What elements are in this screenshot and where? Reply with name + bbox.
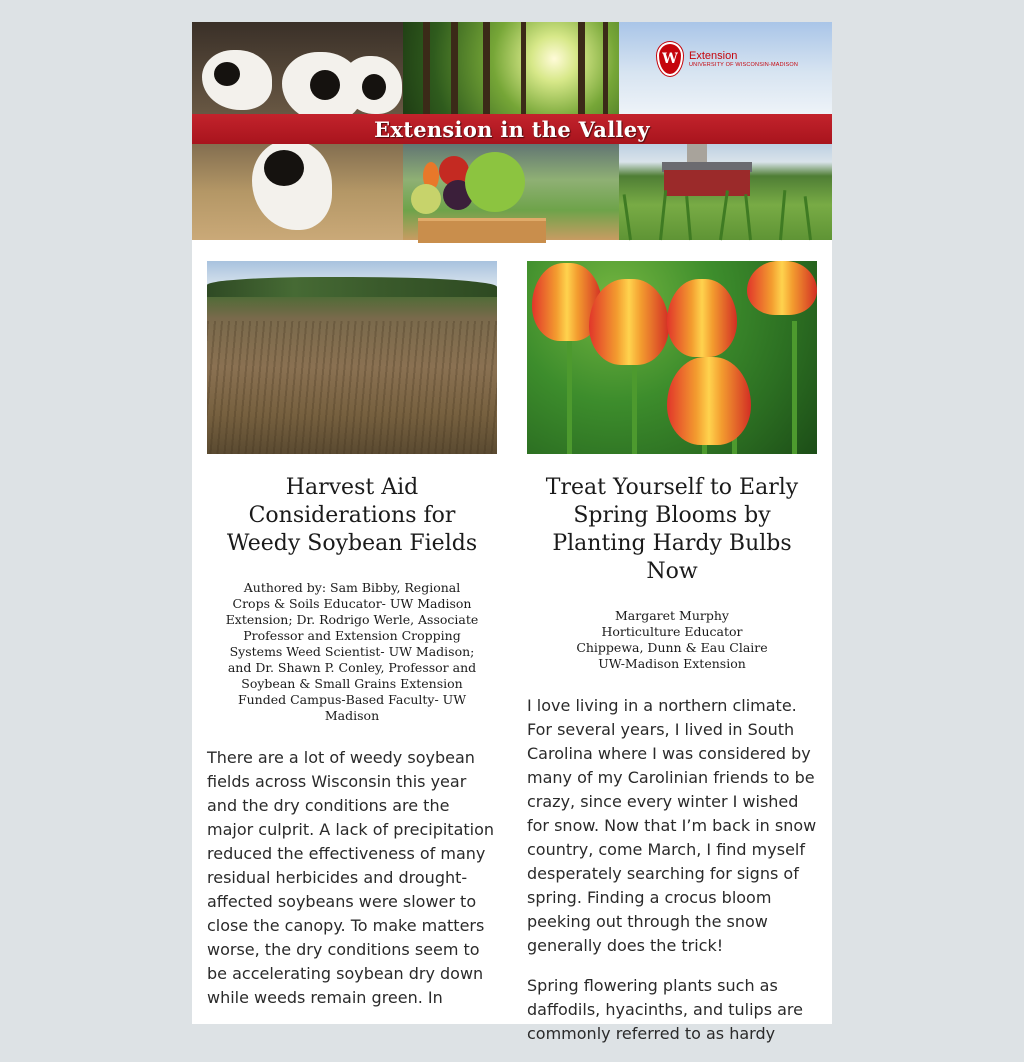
author-title: Horticulture Educator xyxy=(601,624,743,639)
article-body xyxy=(527,694,817,1046)
article-paragraph: Spring flowering plants such as daffodils, hyacinths, and tulips are commonly referred to as hardy xyxy=(527,976,803,1043)
forest-photo xyxy=(403,22,619,114)
vegetables-photo xyxy=(403,140,619,240)
article-byline: Authored by: Sam Bibby, Regional Crops & Soils Educator- UW Madison Extension; Dr. Rodrigo Werle, Associate Professor and Extension Cropping Systems Weed Scientist- UW Madison; and Dr. Shawn P. Conley, Professor and Soybean & Small Grains Extension Funded Campus-Based Faculty- UW Madison xyxy=(225,580,479,723)
author-name: Margaret Murphy xyxy=(615,608,729,623)
article-byline xyxy=(545,608,799,672)
logo-extension-text: Extension xyxy=(689,49,738,62)
article-harvest-aid xyxy=(207,261,497,1026)
article-paragraph: I love living in a northern climate. For several years, I lived in South Carolina where I was considered by many of my Carolinian friends to be crazy, since every winter I wished for snow. Now that I’m back in snow country, come March, I find myself desperately searching for signs of spring. Finding a crocus bloom peeking out through the snow generally does the trick! xyxy=(527,696,817,955)
uw-extension-logo[interactable] xyxy=(657,42,798,76)
article-title[interactable]: Treat Yourself to Early Spring Blooms by Planting Hardy Bulbs Now xyxy=(545,475,799,584)
banner-title: Extension in the Valley xyxy=(374,116,650,142)
header-banner xyxy=(192,22,832,240)
banner-title-band xyxy=(192,114,832,144)
article-body xyxy=(207,746,497,1010)
barn-cornfield-photo xyxy=(619,140,832,240)
author-organization: UW-Madison Extension xyxy=(598,656,746,671)
article-spring-bulbs xyxy=(527,261,817,1062)
uw-crest-icon: W xyxy=(657,42,683,76)
author-counties: Chippewa, Dunn & Eau Claire xyxy=(576,640,768,655)
article-title[interactable]: Harvest Aid Considerations for Weedy Soybean Fields xyxy=(226,475,478,556)
newsletter-page xyxy=(192,22,832,1043)
article-paragraph: There are a lot of weedy soybean fields across Wisconsin this year and the dry conditions are the major culprit. A lack of precipitation reduced the effectiveness of many residual herbicides and drought- affected soybeans were slower to close the canopy. To make matters worse, the dry conditions seem to be accelerating soybean dry down while weeds remain green. In xyxy=(207,748,495,1007)
logo-university-text: UNIVERSITY OF WISCONSIN-MADISON xyxy=(689,61,799,68)
weedy-soybean-field-photo[interactable] xyxy=(207,261,497,454)
tulips-photo[interactable] xyxy=(527,261,817,454)
